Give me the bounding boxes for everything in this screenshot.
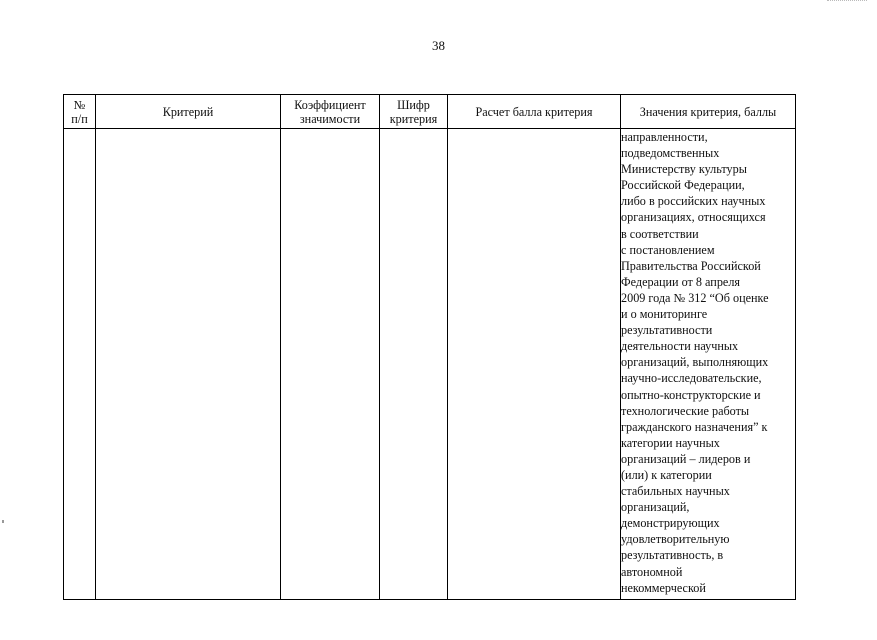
value-line: организаций, выполняющих (621, 355, 769, 370)
header-calculation (448, 95, 621, 129)
value-line: направленности, (621, 130, 708, 144)
header-coefficient-line-2: значимости (299, 111, 361, 126)
header-code (380, 95, 448, 129)
value-line: опытно-конструкторские и (621, 387, 761, 402)
value-line: научно-исследовательские, (621, 371, 762, 386)
value-line: Российской Федерации, (621, 178, 745, 193)
value-line: Правительства Российской (621, 258, 761, 273)
header-criterion (96, 95, 281, 129)
header-coefficient-line-1: Коэффициент (294, 97, 366, 112)
value-line: результативности (621, 323, 713, 338)
criteria-table (63, 94, 796, 600)
value-line: технологические работы (621, 403, 750, 418)
value-line: автономной (621, 564, 683, 579)
table-header-row (64, 95, 796, 129)
value-line: результативность, в (621, 548, 724, 563)
value-line: демонстрирующих (621, 516, 720, 531)
header-code-line-2: критерия (389, 111, 438, 126)
header-calculation-label: Расчет балла критерия (475, 104, 593, 119)
edge-mark (2, 520, 4, 523)
cell-calculation (448, 129, 621, 600)
value-line: гражданского назначения” к (621, 419, 768, 434)
value-line: либо в российских научных (621, 194, 766, 209)
value-line: удовлетворительную (621, 532, 730, 547)
cell-code (380, 129, 448, 600)
value-line: Министерству культуры (621, 162, 747, 177)
header-criterion-label: Критерий (162, 104, 214, 119)
value-line: организаций, (621, 500, 690, 515)
value-line: организациях, относящихся (621, 210, 766, 225)
cell-criterion (96, 129, 281, 600)
cell-values (621, 129, 796, 600)
value-line: (или) к категории (621, 467, 712, 482)
value-line: деятельности научных (621, 339, 739, 354)
value-line: Федерации от 8 апреля (621, 274, 741, 289)
cell-number (64, 129, 96, 600)
corner-mark (827, 0, 867, 2)
value-line: некоммерческой (621, 580, 706, 595)
value-line: и о мониторинге (621, 307, 708, 322)
header-number (64, 95, 96, 129)
value-line: 2009 года № 312 “Об оценке (621, 290, 769, 305)
page-number: 38 (432, 38, 445, 53)
value-line: с постановлением (621, 242, 715, 257)
header-values (621, 95, 796, 129)
value-line: стабильных научных (621, 484, 730, 499)
header-coefficient (281, 95, 380, 129)
table-row (64, 129, 796, 600)
header-number-line-1: № (73, 97, 86, 112)
value-line: организаций – лидеров и (621, 451, 751, 466)
header-code-line-1: Шифр (397, 97, 430, 112)
header-values-label: Значения критерия, баллы (639, 104, 777, 119)
value-line: в соответствии (621, 226, 699, 241)
value-line: категории научных (621, 435, 720, 450)
value-line: подведомственных (621, 146, 720, 161)
cell-coefficient (281, 129, 380, 600)
header-number-line-2: п/п (71, 111, 88, 126)
